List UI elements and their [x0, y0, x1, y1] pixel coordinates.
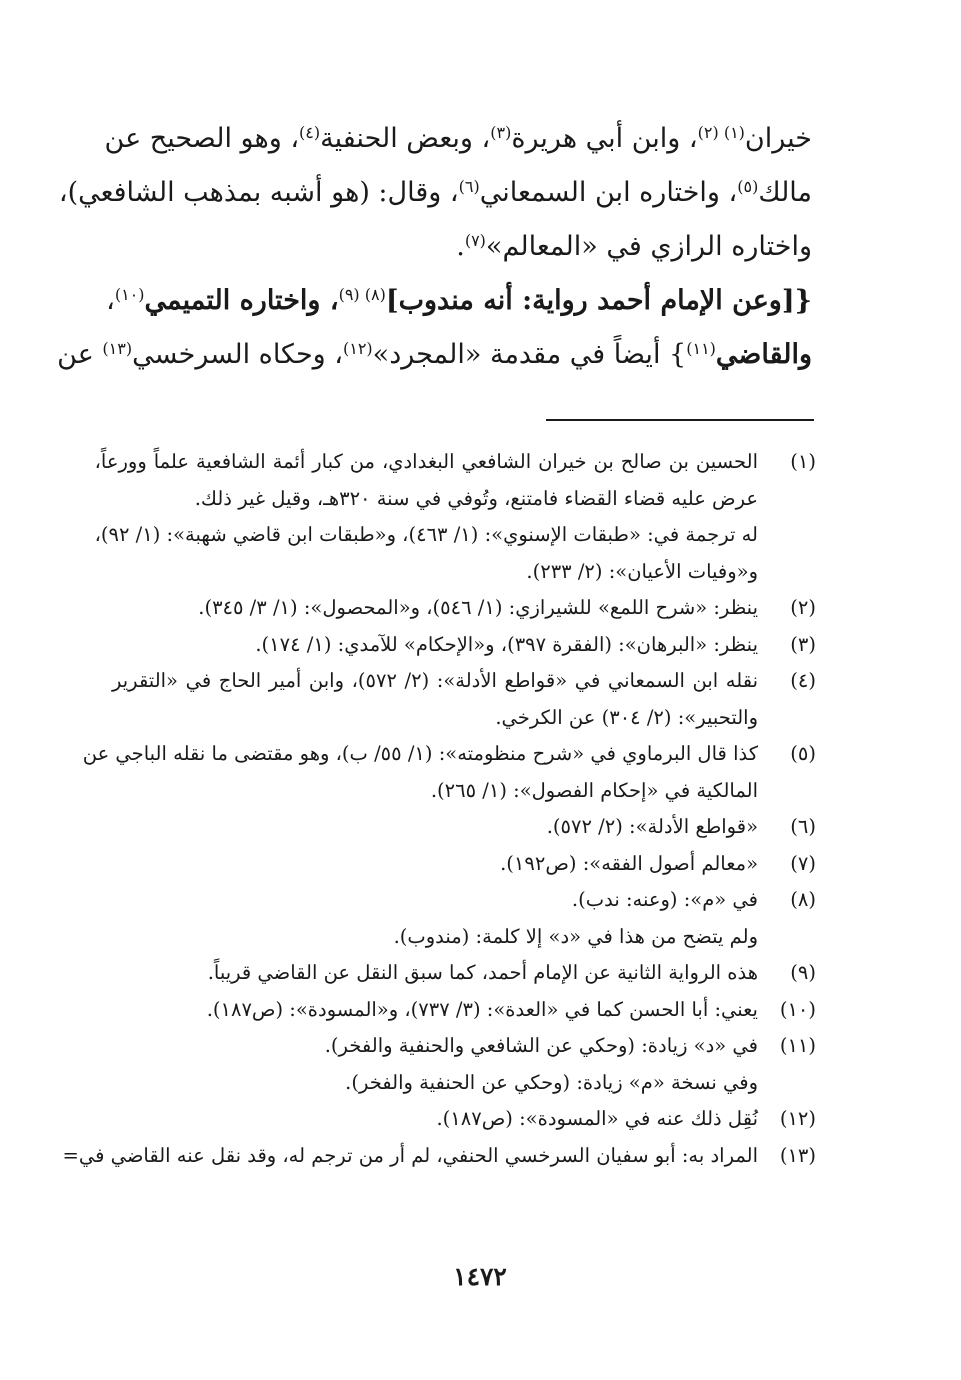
- main-line-5: [57, 328, 812, 382]
- footnote-ref[interactable]: (١٠): [114, 285, 145, 305]
- footnote-line: «معالم أصول الفقه»: (ص١٩٢).: [500, 851, 758, 875]
- footnote-ref[interactable]: (١١): [686, 339, 716, 359]
- footnote-body: [112, 663, 758, 736]
- footnote-line: ينظر: «شرح اللمع» للشيرازي: (١/ ٥٤٦)، و«المحصول»: (١/ ٣/ ٣٤٥).: [198, 596, 758, 619]
- footnote-line: له ترجمة في: «طبقات الإسنوي»: (١/ ٤٦٣)، و«طبقات ابن قاضي شهبة»: (١/ ٩٢)،: [94, 523, 758, 546]
- footnote-ref[interactable]: (٨) (٩): [338, 285, 386, 305]
- footnote-2: [112, 590, 816, 627]
- footnote-ref[interactable]: (٤): [299, 123, 321, 143]
- footnote-number: (٢): [790, 596, 816, 619]
- main-line-1: [104, 112, 812, 166]
- text-run: } أيضاً في مقدمة «المجرد»: [372, 339, 687, 370]
- footnote-13: [62, 1138, 816, 1175]
- footnote-5: [82, 736, 816, 809]
- text-run: ، وقال: (هو أشبه بمذهب الشافعي)،: [58, 177, 459, 208]
- text-run: ، وبعض الحنفية: [320, 123, 491, 154]
- footnote-number: (٣): [790, 632, 816, 656]
- footnote-line: نُقِل ذلك عنه في «المسودة»: (ص١٨٧).: [436, 1107, 758, 1130]
- footnote-line: كذا قال البرماوي في «شرح منظومته»: (١/ ٥٥/ ب)، وهو مقتضى ما نقله الباجي عن: [82, 742, 758, 765]
- footnote-number: (١٢): [779, 1107, 816, 1130]
- text-run-bold: والقاضي: [715, 339, 812, 370]
- main-line-2: [58, 166, 812, 220]
- footnote-number: (٦): [790, 815, 816, 838]
- footnote-7: [112, 846, 816, 883]
- footnote-body: [112, 1028, 758, 1101]
- footnote-line: و«وفيات الأعيان»: (٢/ ٢٣٣).: [526, 559, 758, 583]
- footnote-3: [112, 627, 816, 664]
- text-run: ، واختاره ابن السمعاني: [479, 177, 738, 208]
- main-text: [57, 112, 812, 382]
- footnote-10: [112, 992, 816, 1029]
- footnote-body: [112, 590, 758, 627]
- main-line-3: [112, 220, 812, 274]
- footnote-ref[interactable]: (٦): [458, 177, 480, 197]
- footnote-ref[interactable]: (١٣): [102, 339, 133, 359]
- main-line-4: [106, 274, 812, 328]
- page-number: ١٤٧٢: [453, 1262, 507, 1291]
- text-run: .: [456, 231, 465, 262]
- footnote-4: [112, 663, 816, 736]
- footnote-line: المالكية في «إحكام الفصول»: (١/ ٢٦٥).: [430, 778, 758, 802]
- footnote-ref[interactable]: (١) (٢): [697, 123, 745, 143]
- text-run-bold: {[وعن الإمام أحمد رواية: أنه مندوب]: [385, 285, 812, 316]
- footnote-line: ينظر: «البرهان»: (الفقرة ٣٩٧)، و«الإحكام» للآمدي: (١/ ١٧٤).: [255, 632, 758, 656]
- footnote-number: (٨): [790, 888, 816, 911]
- text-run: ، وابن أبي هريرة: [511, 123, 698, 154]
- footnote-body: [112, 882, 758, 955]
- footnote-line: «قواطع الأدلة»: (٢/ ٥٧٢).: [546, 815, 758, 838]
- text-run-bold: ، واختاره التميمي: [144, 285, 339, 316]
- footnote-line: يعني: أبا الحسن كما في «العدة»: (٣/ ٧٣٧)، و«المسودة»: (ص١٨٧).: [206, 997, 758, 1021]
- footnote-separator: [546, 419, 814, 421]
- footnote-line: والتحبير»: (٢/ ٣٠٤) عن الكرخي.: [495, 705, 758, 729]
- footnote-12: [112, 1101, 816, 1138]
- footnote-body: [112, 955, 758, 992]
- footnote-body: [112, 1101, 758, 1138]
- text-run: واختاره الرازي في «المعالم»: [485, 231, 812, 262]
- footnote-body: [112, 992, 758, 1029]
- footnotes: [62, 444, 816, 1174]
- footnote-8: [112, 882, 816, 955]
- text-run: مالك: [758, 177, 812, 208]
- footnote-number: (٤): [790, 669, 816, 692]
- footnote-number: (١٣): [779, 1143, 816, 1167]
- footnote-ref[interactable]: (٧): [464, 231, 486, 251]
- footnote-9: [112, 955, 816, 992]
- footnote-body: [63, 1138, 759, 1175]
- footnote-number: (١٠): [779, 997, 816, 1021]
- footnote-line: ولم يتضح من هذا في «د» إلا كلمة: (مندوب).: [393, 924, 758, 948]
- footnote-line: المراد به: أبو سفيان السرخسي الحنفي، لم أر من ترجم له، وقد نقل عنه القاضي في=: [62, 1143, 758, 1167]
- footnote-line: الحسين بن صالح بن خيران الشافعي البغدادي، من كبار أئمة الشافعية علماً وورعاً،: [94, 450, 758, 473]
- footnote-line: وفي نسخة «م» زيادة: (وحكي عن الحنفية والفخر).: [345, 1070, 758, 1094]
- footnote-line: في «د» زيادة: (وحكي عن الشافعي والحنفية والفخر).: [324, 1034, 758, 1057]
- footnote-line: نقله ابن السمعاني في «قواطع الأدلة»: (٢/ ٥٧٢)، وابن أمير الحاج في «التقرير: [112, 669, 758, 692]
- footnote-number: (١): [790, 450, 816, 473]
- footnote-body: [83, 736, 758, 809]
- footnote-1: [94, 444, 816, 590]
- footnote-body: [95, 444, 758, 590]
- text-run: ، وحكاه السرخسي: [132, 339, 343, 370]
- footnote-ref[interactable]: (٥): [737, 177, 759, 197]
- footnote-number: (٧): [790, 851, 816, 875]
- footnote-body: [112, 846, 758, 883]
- footnote-body: [112, 809, 758, 846]
- text-run: عن: [57, 339, 94, 370]
- footnote-11: [112, 1028, 816, 1101]
- footnote-body: [112, 627, 758, 664]
- footnote-number: (٥): [790, 742, 816, 765]
- footnote-6: [112, 809, 816, 846]
- footnote-number: (١١): [779, 1034, 816, 1057]
- text-run: ،: [106, 285, 115, 316]
- text-run: ، وهو الصحيح عن: [104, 123, 300, 154]
- footnote-line: هذه الرواية الثانية عن الإمام أحمد، كما سبق النقل عن القاضي قريباً.: [207, 961, 758, 984]
- footnote-number: (٩): [790, 961, 816, 984]
- footnote-line: عرض عليه قضاء القضاء فامتنع، وتُوفي في سنة ٣٢٠هـ، وقيل غير ذلك.: [194, 486, 758, 510]
- text-run: خيران: [744, 123, 812, 154]
- footnote-line: في «م»: (وعنه: ندب).: [571, 888, 758, 911]
- footnote-ref[interactable]: (٣): [490, 123, 512, 143]
- footnote-ref[interactable]: (١٢): [342, 339, 373, 359]
